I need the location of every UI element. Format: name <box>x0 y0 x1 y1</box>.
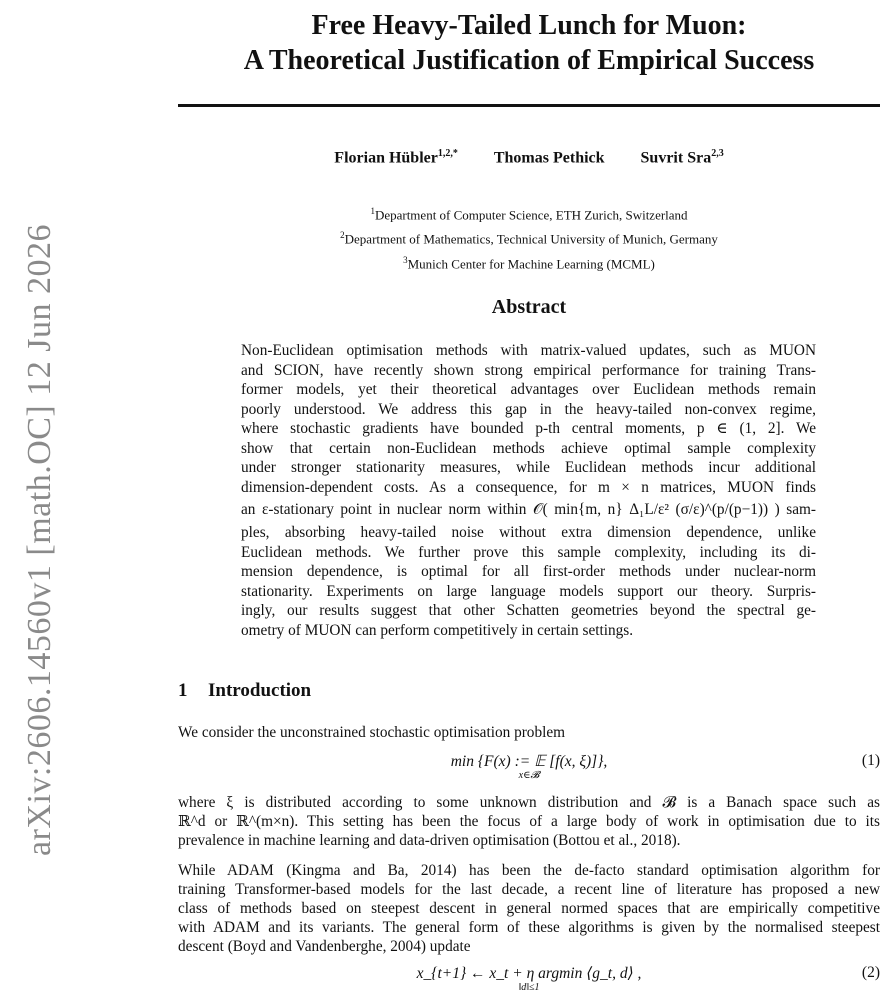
equation-subscript: ‖d‖≤1 <box>518 982 540 993</box>
abstract-line: ometry of MUON can perform competitively in certain settings. <box>241 621 634 639</box>
section-title: Introduction <box>208 680 312 701</box>
intro-paragraph-1 <box>178 723 880 742</box>
author: Suvrit Sra$^{2,3}$ <box>640 148 724 167</box>
title-line-2: A Theoretical Justification of Empirical Success <box>243 45 815 76</box>
section-heading <box>178 680 311 702</box>
abstract-line: mension dependence, is optimal for all first-order methods under nuclear-norm <box>241 563 816 580</box>
abstract-line: ples, absorbing heavy-tailed noise without extra dimension dependence, unlike <box>241 524 816 541</box>
abstract-heading: Abstract <box>491 296 567 318</box>
abstract-line: dimension-dependent costs. As a consequence, for m × n matrices, MUON finds <box>241 478 816 496</box>
author: Florian Hübler$^{1,2,*}$ <box>334 148 458 167</box>
paragraph-line: class of methods based on steepest descent in general normed spaces that are empirically competitive <box>178 900 880 917</box>
arxiv-side-stamp <box>20 190 60 890</box>
paragraph-line: with ADAM and its variants. The general form of these algorithms is given by the normalised steepest <box>178 919 880 936</box>
section-number: 1 <box>178 680 188 701</box>
abstract-line: and SCION, have recently shown strong empirical performance for training Trans- <box>241 361 816 379</box>
abstract-line: where stochastic gradients have bounded p-th central moments, p ∈ (1, 2]. We <box>241 420 816 437</box>
abstract-line: Non-Euclidean optimisation methods with matrix-valued updates, such as MUON <box>241 342 816 359</box>
abstract-line: Euclidean methods. We further prove this sample complexity, including its di- <box>241 543 816 561</box>
equation-subscript: x∈𝓑 <box>518 770 540 781</box>
equation-number: (1) <box>861 752 880 769</box>
title-rule <box>178 104 880 107</box>
paragraph-line: ℝ^d or ℝ^(m×n). This setting has been the focus of a large body of work in optimisation due to its <box>178 813 880 830</box>
abstract-line: an ε-stationary point in nuclear norm within 𝒪( min{m, n} Δ₁L/ε² (σ/ε)^(p/(p−1)) ) sam- <box>241 501 816 518</box>
author: Thomas Pethick <box>493 149 605 167</box>
paragraph-line: prevalence in machine learning and data-driven optimisation (Bottou et al., 2018). <box>178 832 681 849</box>
paragraph-line: descent (Boyd and Vandenberghe, 2004) update <box>178 938 471 955</box>
abstract-line: poorly understood. We address this gap in the heavy-tailed non-convex regime, <box>241 400 816 418</box>
paragraph-line: While ADAM (Kingma and Ba, 2014) has been the de-facto standard optimisation algorithm for <box>178 862 880 879</box>
affiliations <box>178 201 880 274</box>
paper-title <box>178 8 880 78</box>
title-line-1: Free Heavy-Tailed Lunch for Muon: <box>311 10 747 41</box>
abstract-body <box>241 341 816 640</box>
paragraph-line: training Transformer-based models for the last decade, a recent line of literature has proposed a new <box>178 881 880 898</box>
intro-paragraph-3 <box>178 861 880 956</box>
abstract-line: show that certain non-Euclidean methods achieve optimal sample complexity <box>241 439 816 457</box>
equation-body: x_{t+1} ← x_t + η argmin ⟨g_t, d⟩ , ‖d‖≤1 <box>178 964 880 993</box>
equation-1 <box>178 752 880 786</box>
paragraph-line: where ξ is distributed according to some unknown distribution and 𝓑 is a Banach space such as <box>178 794 880 811</box>
author-list <box>178 148 880 167</box>
equation-2 <box>178 964 880 998</box>
abstract-line: under stronger stationarity measures, while Euclidean methods incur additional <box>241 459 816 476</box>
abstract-line: stationarity. Experiments on large language models support our theory. Surpris- <box>241 582 816 600</box>
arxiv-identifier: arXiv:2606.14560v1 [math.OC] 12 Jun 2026 <box>21 224 58 856</box>
affiliation: $^2$Department of Mathematics, Technical University of Munich, Germany <box>340 230 718 247</box>
abstract-line: ingly, our results suggest that other Schatten geometries beyond the spectral ge- <box>241 602 816 619</box>
paragraph-line: We consider the unconstrained stochastic optimisation problem <box>178 724 566 741</box>
intro-paragraph-2 <box>178 793 880 850</box>
affiliation: $^3$Munich Center for Machine Learning (MCML) <box>403 254 655 271</box>
affiliation: $^1$Department of Computer Science, ETH Zurich, Switzerland <box>370 206 688 223</box>
equation-number: (2) <box>861 964 880 981</box>
equation-body: min {F(x) := 𝔼 [f(x, ξ)]}, x∈𝓑 <box>178 752 880 781</box>
abstract-line: former models, yet their theoretical advantages over Euclidean methods remain <box>241 381 816 398</box>
